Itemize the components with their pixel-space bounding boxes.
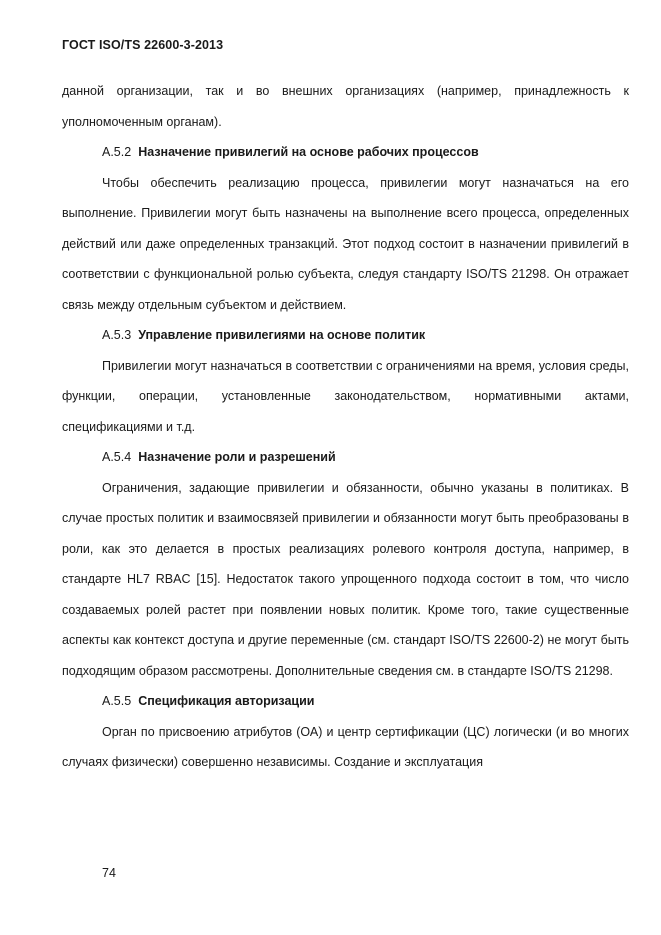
paragraph-a52: Чтобы обеспечить реализацию процесса, привилегии могут назначаться на его выполнение. Привилегии могут быть назначены на выполнение всего процесса, определенных действий или даже определенных транзакций. Этот подход состоит в назначении привилегий в соответствии с функциональной ролью субъекта, следуя стандарту ISO/TS 21298. Он отражает связь между отдельным субъектом и действием. xyxy=(62,175,629,312)
section-title: Управление привилегиями на основе политик xyxy=(138,328,426,342)
section-heading-a52 xyxy=(62,137,629,168)
document-body xyxy=(62,76,629,778)
section-number: А.5.2 xyxy=(102,145,132,159)
section-heading-a53 xyxy=(62,320,629,351)
paragraph-a53: Привилегии могут назначаться в соответствии с ограничениями на время, условия среды, функции, операции, установленные законодательством, нормативными актами, спецификациями и т.д. xyxy=(62,358,629,434)
paragraph-a54: Ограничения, задающие привилегии и обязанности, обычно указаны в политиках. В случае простых политик и взаимосвязей привилегии и обязанности могут быть преобразованы в роли, как это делается в простых реализациях ролевого контроля доступа, например, в стандарте HL7 RBAC [15]. Недостаток такого упрощенного подхода состоит в том, что число создаваемых ролей растет при появлении новых политик. Кроме того, такие существенные аспекты как контекст доступа и другие переменные (см. стандарт ISO/TS 22600-2) не могут быть подходящим образом рассмотрены. Дополнительные сведения см. в стандарте ISO/TS 21298. xyxy=(62,480,629,678)
section-number: А.5.3 xyxy=(102,328,132,342)
section-title: Назначение роли и разрешений xyxy=(138,450,336,464)
document-header: ГОСТ ISO/TS 22600-3-2013 xyxy=(62,38,224,52)
section-heading-a55 xyxy=(62,686,629,717)
paragraph-a55: Орган по присвоению атрибутов (ОА) и центр сертификации (ЦС) логически (и во многих случаях физически) совершенно независимы. Создание и эксплуатация xyxy=(62,724,629,769)
section-title: Спецификация авторизации xyxy=(138,694,315,708)
section-title: Назначение привилегий на основе рабочих процессов xyxy=(138,145,479,159)
section-heading-a54 xyxy=(62,442,629,473)
paragraph-intro: данной организации, так и во внешних организациях (например, принадлежность к уполномоченным органам). xyxy=(62,84,629,129)
page-number: 74 xyxy=(102,866,116,880)
section-number: А.5.4 xyxy=(102,450,132,464)
section-number: А.5.5 xyxy=(102,694,132,708)
